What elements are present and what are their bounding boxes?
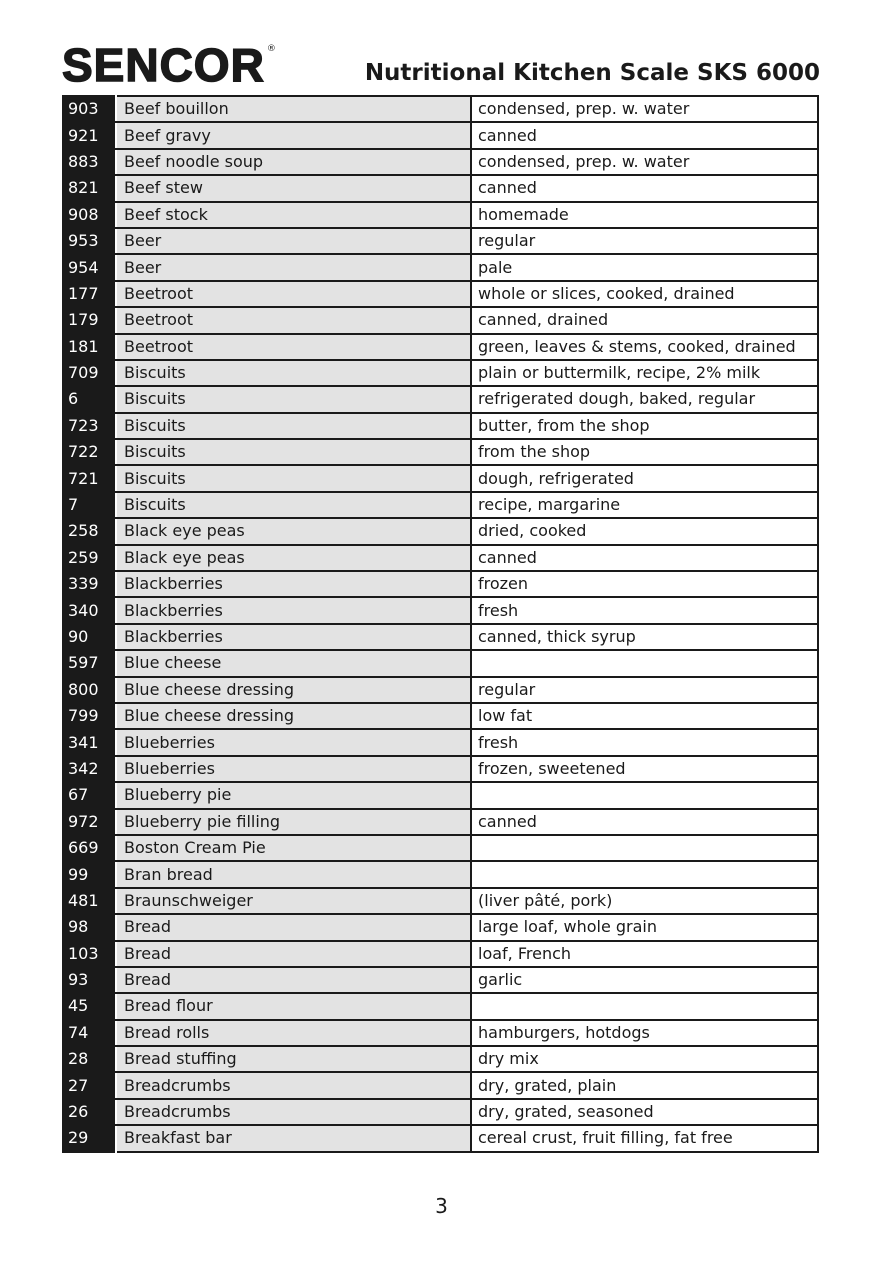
table-row [63,650,818,676]
food-description-cell: regular [471,228,818,254]
food-name-cell: Blue cheese [116,650,471,676]
food-code-cell: 800 [63,677,116,703]
food-code-cell: 45 [63,993,116,1019]
food-code-cell: 481 [63,888,116,914]
food-code-cell: 90 [63,624,116,650]
table-row [63,941,818,967]
food-name-cell: Beef gravy [116,122,471,148]
food-description-cell: dry, grated, seasoned [471,1099,818,1125]
food-description-cell: plain or buttermilk, recipe, 2% milk [471,360,818,386]
food-code-cell: 258 [63,518,116,544]
food-code-cell: 27 [63,1072,116,1098]
table-row [63,202,818,228]
food-code-cell: 723 [63,413,116,439]
food-description-cell: butter, from the shop [471,413,818,439]
brand-logo [62,39,276,91]
food-description-cell: hamburgers, hotdogs [471,1020,818,1046]
food-code-cell: 98 [63,914,116,940]
food-description-cell: homemade [471,202,818,228]
table-row [63,729,818,755]
food-code-cell: 93 [63,967,116,993]
table-row [63,334,818,360]
food-name-cell: Biscuits [116,386,471,412]
food-name-cell: Breakfast bar [116,1125,471,1151]
table-row [63,1020,818,1046]
food-code-cell: 597 [63,650,116,676]
food-description-cell: refrigerated dough, baked, regular [471,386,818,412]
food-code-cell: 972 [63,809,116,835]
food-description-cell: pale [471,254,818,280]
food-code-cell: 903 [63,96,116,122]
table-row [63,597,818,623]
food-name-cell: Black eye peas [116,518,471,544]
food-description-cell: condensed, prep. w. water [471,96,818,122]
table-row [63,360,818,386]
food-description-cell: condensed, prep. w. water [471,149,818,175]
food-code-cell: 28 [63,1046,116,1072]
food-name-cell: Beetroot [116,334,471,360]
food-code-cell: 179 [63,307,116,333]
food-code-cell: 722 [63,439,116,465]
food-code-cell: 709 [63,360,116,386]
table-row [63,228,818,254]
food-code-cell: 908 [63,202,116,228]
food-description-cell: canned, thick syrup [471,624,818,650]
table-row [63,518,818,544]
food-description-cell: loaf, French [471,941,818,967]
food-name-cell: Bread [116,941,471,967]
table-row [63,439,818,465]
food-name-cell: Biscuits [116,413,471,439]
food-description-cell [471,861,818,887]
food-description-cell: fresh [471,729,818,755]
food-description-cell: from the shop [471,439,818,465]
document-title: Nutritional Kitchen Scale SKS 6000 [364,60,820,86]
food-description-cell: dough, refrigerated [471,465,818,491]
food-code-cell: 799 [63,703,116,729]
food-name-cell: Braunschweiger [116,888,471,914]
food-description-cell: large loaf, whole grain [471,914,818,940]
food-description-cell: frozen, sweetened [471,756,818,782]
food-name-cell: Biscuits [116,439,471,465]
table-row [63,545,818,571]
table-row [63,96,818,122]
food-name-cell: Blueberry pie filling [116,809,471,835]
food-code-cell: 669 [63,835,116,861]
food-code-cell: 883 [63,149,116,175]
food-name-cell: Blackberries [116,624,471,650]
food-code-cell: 721 [63,465,116,491]
food-name-cell: Black eye peas [116,545,471,571]
table-row [63,254,818,280]
food-name-cell: Beef stock [116,202,471,228]
food-code-cell: 921 [63,122,116,148]
food-code-cell: 6 [63,386,116,412]
food-code-cell: 339 [63,571,116,597]
food-name-cell: Biscuits [116,360,471,386]
food-name-cell: Beer [116,254,471,280]
food-description-cell: frozen [471,571,818,597]
food-description-cell: dried, cooked [471,518,818,544]
table-row [63,413,818,439]
food-description-cell: canned [471,809,818,835]
table-row [63,386,818,412]
table-row [63,175,818,201]
food-description-cell: canned [471,122,818,148]
food-name-cell: Beef bouillon [116,96,471,122]
food-code-cell: 342 [63,756,116,782]
food-name-cell: Boston Cream Pie [116,835,471,861]
food-description-cell: dry, grated, plain [471,1072,818,1098]
table-row [63,465,818,491]
table-row [63,756,818,782]
food-name-cell: Biscuits [116,465,471,491]
food-code-cell: 181 [63,334,116,360]
food-name-cell: Blueberries [116,756,471,782]
food-code-cell: 99 [63,861,116,887]
food-description-cell: garlic [471,967,818,993]
page-number: 3 [435,1194,448,1218]
food-description-cell: (liver pâté, pork) [471,888,818,914]
table-row [63,281,818,307]
table-row [63,1125,818,1151]
food-description-cell: whole or slices, cooked, drained [471,281,818,307]
food-description-cell: regular [471,677,818,703]
food-name-cell: Blackberries [116,571,471,597]
food-name-cell: Bran bread [116,861,471,887]
food-name-cell: Blueberries [116,729,471,755]
table-row [63,1099,818,1125]
table-row [63,993,818,1019]
food-code-cell: 7 [63,492,116,518]
table-row [63,149,818,175]
food-code-cell: 259 [63,545,116,571]
food-code-cell: 340 [63,597,116,623]
food-name-cell: Blue cheese dressing [116,703,471,729]
table-row [63,1072,818,1098]
food-name-cell: Blackberries [116,597,471,623]
table-row [63,967,818,993]
food-code-cell: 341 [63,729,116,755]
food-code-cell: 953 [63,228,116,254]
food-description-cell [471,782,818,808]
food-code-table-body [63,96,818,1152]
food-description-cell [471,835,818,861]
food-description-cell: low fat [471,703,818,729]
food-code-cell: 103 [63,941,116,967]
food-name-cell: Bread rolls [116,1020,471,1046]
food-name-cell: Bread [116,967,471,993]
food-description-cell: canned [471,545,818,571]
table-row [63,809,818,835]
food-name-cell: Breadcrumbs [116,1099,471,1125]
table-row [63,835,818,861]
food-code-cell: 29 [63,1125,116,1151]
table-row [63,782,818,808]
table-row [63,1046,818,1072]
brand-logo-text: SENCOR [62,39,265,91]
food-description-cell [471,993,818,1019]
table-row [63,307,818,333]
table-row [63,888,818,914]
food-code-cell: 954 [63,254,116,280]
table-row [63,492,818,518]
food-name-cell: Beer [116,228,471,254]
food-description-cell: dry mix [471,1046,818,1072]
food-description-cell [471,650,818,676]
table-row [63,703,818,729]
food-description-cell: green, leaves & stems, cooked, drained [471,334,818,360]
food-description-cell: cereal crust, fruit filling, fat free [471,1125,818,1151]
food-name-cell: Bread flour [116,993,471,1019]
table-row [63,122,818,148]
food-name-cell: Bread stuffing [116,1046,471,1072]
food-name-cell: Beef stew [116,175,471,201]
food-description-cell: canned [471,175,818,201]
table-row [63,861,818,887]
food-code-cell: 177 [63,281,116,307]
food-name-cell: Beetroot [116,307,471,333]
food-code-table [62,95,819,1153]
table-row [63,624,818,650]
food-code-cell: 67 [63,782,116,808]
food-code-cell: 821 [63,175,116,201]
food-name-cell: Biscuits [116,492,471,518]
food-code-cell: 74 [63,1020,116,1046]
food-name-cell: Blueberry pie [116,782,471,808]
food-name-cell: Beef noodle soup [116,149,471,175]
food-description-cell: fresh [471,597,818,623]
food-name-cell: Breadcrumbs [116,1072,471,1098]
food-name-cell: Blue cheese dressing [116,677,471,703]
table-row [63,914,818,940]
food-code-cell: 26 [63,1099,116,1125]
food-name-cell: Bread [116,914,471,940]
food-description-cell: recipe, margarine [471,492,818,518]
table-row [63,677,818,703]
food-description-cell: canned, drained [471,307,818,333]
food-name-cell: Beetroot [116,281,471,307]
table-row [63,571,818,597]
registered-mark: ® [266,44,276,54]
